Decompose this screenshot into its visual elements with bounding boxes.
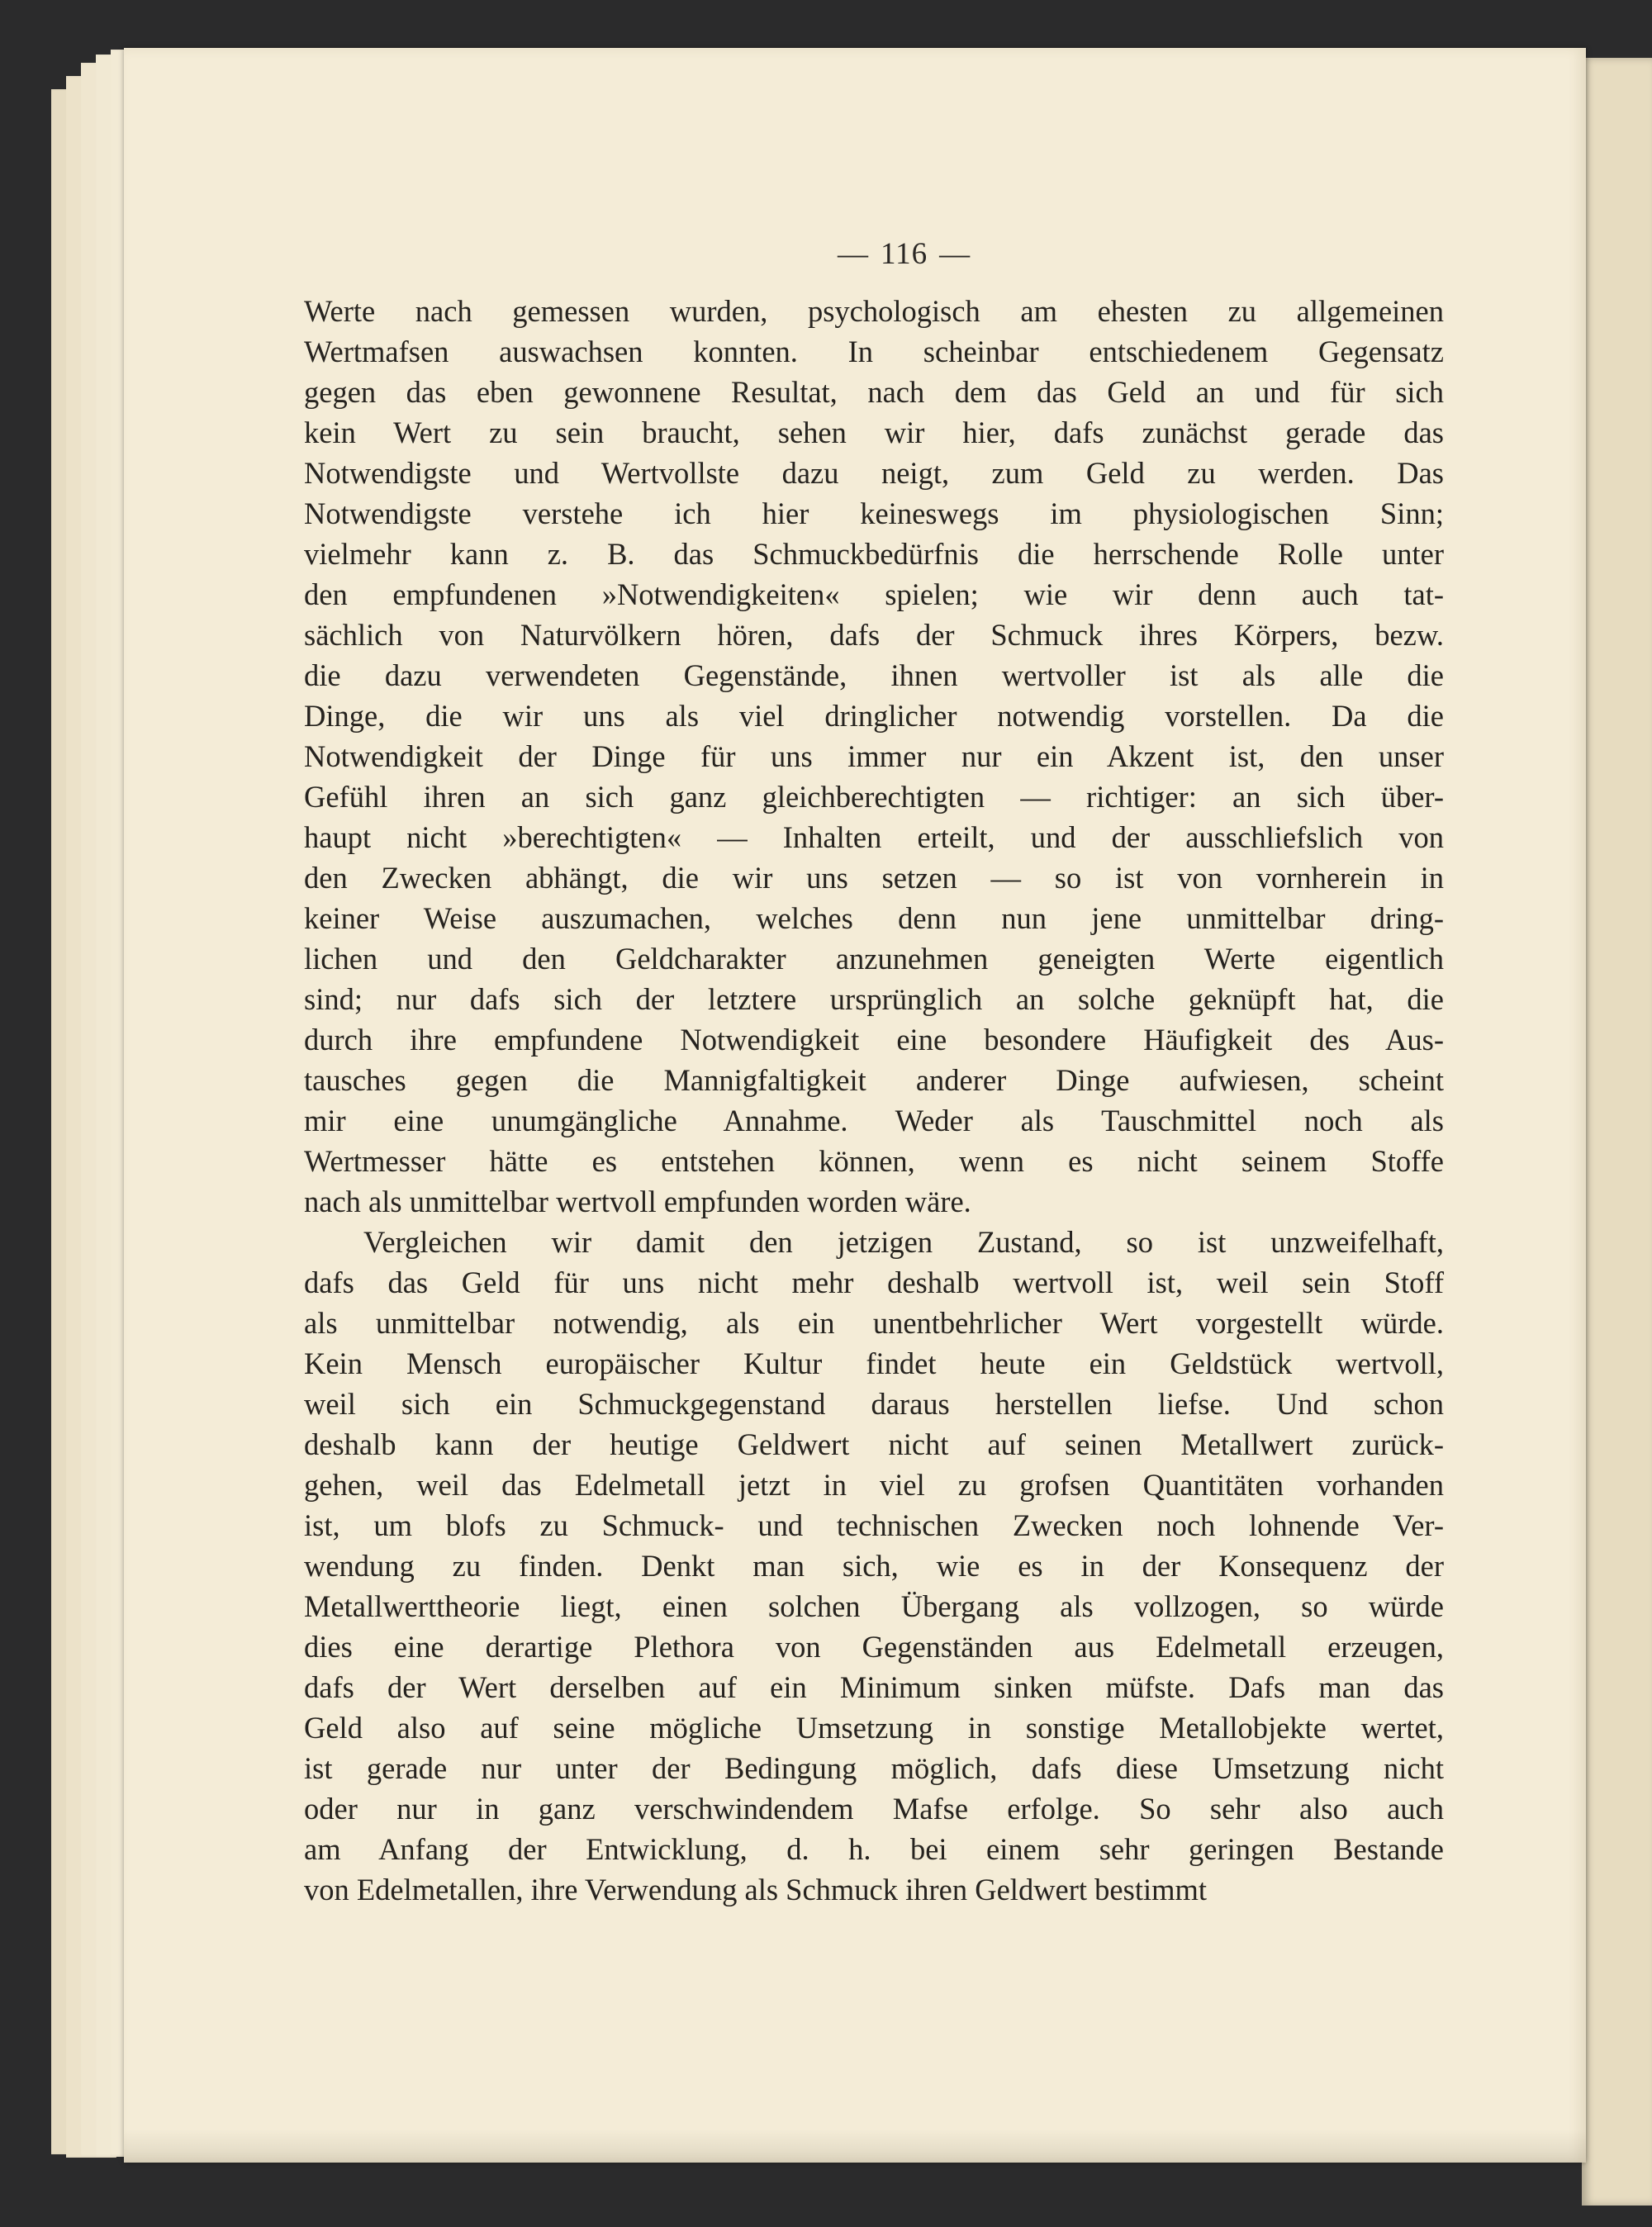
text-line: Notwendigkeit der Dinge für uns immer nur ein Akzent ist, den unser (304, 739, 1444, 773)
text-line: Wertmesser hätte es entstehen können, wenn es nicht seinem Stoffe (304, 1144, 1444, 1178)
text-line: kein Wert zu sein braucht, sehen wir hier, dafs zunächst gerade das (304, 415, 1444, 449)
page-number-value: 116 (881, 237, 928, 271)
text-line: dafs das Geld für uns nicht mehr deshalb wertvoll ist, weil sein Stoff (304, 1265, 1444, 1299)
text-line: Vergleichen wir damit den jetzigen Zustand, so ist unzweifelhaft, (363, 1225, 1444, 1259)
text-line: keiner Weise auszumachen, welches denn nun jene unmittelbar dring- (304, 901, 1444, 935)
text-line: Dinge, die wir uns als viel dringlicher notwendig vorstellen. Da die (304, 699, 1444, 733)
text-line: ist gerade nur unter der Bedingung möglich, dafs diese Umsetzung nicht (304, 1751, 1444, 1785)
text-line: weil sich ein Schmuckgegenstand daraus herstellen liefse. Und schon (304, 1387, 1444, 1421)
text-line: durch ihre empfundene Notwendigkeit eine besondere Häufigkeit des Aus- (304, 1023, 1444, 1057)
text-line: gehen, weil das Edelmetall jetzt in viel zu grofsen Quantitäten vorhanden (304, 1468, 1444, 1502)
text-line: tausches gegen die Mannigfaltigkeit anderer Dinge aufwiesen, scheint (304, 1063, 1444, 1097)
text-line: vielmehr kann z. B. das Schmuckbedürfnis die herrschende Rolle unter (304, 537, 1444, 571)
text-line: haupt nicht »berechtigten« — Inhalten erteilt, und der ausschliefslich von (304, 820, 1444, 854)
text-line: als unmittelbar notwendig, als ein unentbehrlicher Wert vorgestellt würde. (304, 1306, 1444, 1340)
text-line: nach als unmittelbar wertvoll empfunden worden wäre. (304, 1185, 971, 1218)
text-line: lichen und den Geldcharakter anzunehmen geneigten Werte eigentlich (304, 942, 1444, 976)
text-line: wendung zu finden. Denkt man sich, wie es in der Konsequenz der (304, 1549, 1444, 1583)
text-line: Geld also auf seine mögliche Umsetzung in sonstige Metallobjekte wertet, (304, 1711, 1444, 1745)
text-line: am Anfang der Entwicklung, d. h. bei einem sehr geringen Bestande (304, 1832, 1444, 1866)
text-line: Notwendigste und Wertvollste dazu neigt, zum Geld zu werden. Das (304, 456, 1444, 490)
text-line: Wertmafsen auswachsen konnten. In scheinbar entschiedenem Gegensatz (304, 335, 1444, 368)
text-line: sind; nur dafs sich der letztere ursprünglich an solche geknüpft hat, die (304, 982, 1444, 1016)
text-line: von Edelmetallen, ihre Verwendung als Schmuck ihren Geldwert bestimmt (304, 1873, 1208, 1906)
text-line: gegen das eben gewonnene Resultat, nach dem das Geld an und für sich (304, 375, 1444, 409)
text-line: die dazu verwendeten Gegenstände, ihnen wertvoller ist als alle die (304, 658, 1444, 692)
text-line: den Zwecken abhängt, die wir uns setzen — so ist von vornherein in (304, 861, 1444, 895)
text-line: deshalb kann der heutige Geldwert nicht auf seinen Metallwert zurück- (304, 1427, 1444, 1461)
text-line: Werte nach gemessen wurden, psychologisch am ehesten zu allgemeinen (304, 294, 1444, 328)
text-line: oder nur in ganz verschwindendem Mafse erfolge. So sehr also auch (304, 1792, 1444, 1826)
text-line: Kein Mensch europäischer Kultur findet heute ein Geldstück wertvoll, (304, 1346, 1444, 1380)
text-line: Metallwerttheorie liegt, einen solchen Übergang als vollzogen, so würde (304, 1589, 1444, 1623)
text-line: ist, um blofs zu Schmuck- und technischen Zwecken noch lohnende Ver- (304, 1508, 1444, 1542)
text-line: Notwendigste verstehe ich hier keineswegs im physiologischen Sinn; (304, 496, 1444, 530)
text-line: dies eine derartige Plethora von Gegenständen aus Edelmetall erzeugen, (304, 1630, 1444, 1664)
page-number-dash-left: — (838, 237, 869, 271)
page-number (826, 236, 1156, 272)
text-line: sächlich von Naturvölkern hören, dafs der Schmuck ihres Körpers, bezw. (304, 618, 1444, 652)
text-line: den empfundenen »Notwendigkeiten« spielen; wie wir denn auch tat- (304, 577, 1444, 611)
facing-page-edge (1582, 58, 1652, 2206)
text-line: mir eine unumgängliche Annahme. Weder als Tauschmittel noch als (304, 1104, 1444, 1137)
text-line: dafs der Wert derselben auf ein Minimum sinken müfste. Dafs man das (304, 1670, 1444, 1704)
page-number-dash-right: — (939, 237, 971, 271)
body-text (304, 291, 1444, 1910)
text-line: Gefühl ihren an sich ganz gleichberechtigten — richtiger: an sich über- (304, 780, 1444, 814)
